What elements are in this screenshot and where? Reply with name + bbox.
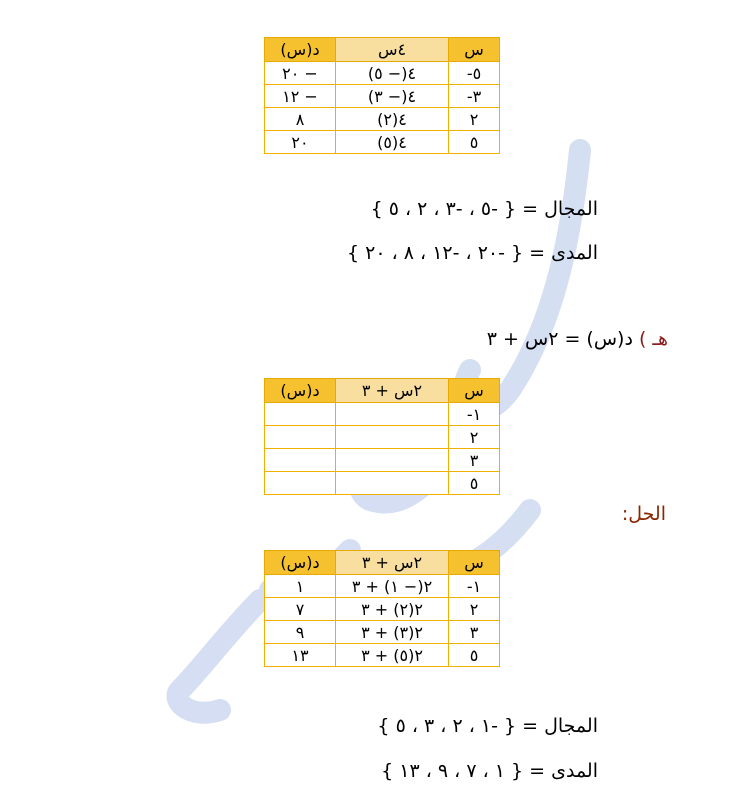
header-x: س (449, 551, 500, 575)
cell-x: ٢ (449, 598, 500, 621)
cell-rule: ٤(− ٥) (336, 62, 449, 85)
cell-fx: − ٢٠ (265, 62, 336, 85)
question-heading (487, 328, 668, 350)
range-statement-1: المدى = { -٢٠ ، -١٢ ، ٨ ، ٢٠ } (346, 242, 598, 264)
header-x: س (449, 379, 500, 403)
cell-x: ١- (449, 403, 500, 426)
cell-fx (265, 426, 336, 449)
cell-x: ٣- (449, 85, 500, 108)
table-row (265, 598, 500, 621)
cell-rule: ٢(٥) + ٣ (336, 644, 449, 667)
cell-x: ٥ (449, 472, 500, 495)
table-row (265, 449, 500, 472)
cell-x: ١- (449, 575, 500, 598)
table-row (265, 62, 500, 85)
cell-rule: ٢(٣) + ٣ (336, 621, 449, 644)
cell-rule (336, 403, 449, 426)
table-header-row (265, 379, 500, 403)
cell-fx: ١٣ (265, 644, 336, 667)
range-statement-2: المدى = { ١ ، ٧ ، ٩ ، ١٣ } (381, 760, 598, 782)
header-rule: ٢س + ٣ (336, 379, 449, 403)
solution-label: الحل: (621, 503, 666, 525)
domain-statement-2: المجال = { -١ ، ٢ ، ٣ ، ٥ } (377, 715, 598, 737)
header-fx: د(س) (265, 38, 336, 62)
table-row (265, 621, 500, 644)
table-row (265, 644, 500, 667)
question-expression: د(س) = ٢س + ٣ (486, 328, 633, 350)
cell-rule (336, 472, 449, 495)
table-header-row (265, 551, 500, 575)
table-function-empty (264, 378, 500, 495)
cell-fx: ٩ (265, 621, 336, 644)
domain-statement-1: المجال = { -٥ ، -٣ ، ٢ ، ٥ } (370, 198, 598, 220)
cell-x: ٥ (449, 131, 500, 154)
header-rule: ٤س (336, 38, 449, 62)
cell-fx (265, 403, 336, 426)
cell-fx (265, 449, 336, 472)
cell-x: ٥ (449, 644, 500, 667)
cell-x: ٥- (449, 62, 500, 85)
cell-rule: ٤(٥) (336, 131, 449, 154)
header-x: س (449, 38, 500, 62)
header-fx: د(س) (265, 379, 336, 403)
table-function-solved (264, 550, 500, 667)
table-row (265, 426, 500, 449)
cell-x: ٢ (449, 426, 500, 449)
cell-fx: ٢٠ (265, 131, 336, 154)
cell-fx (265, 472, 336, 495)
cell-rule: ٤(٢) (336, 108, 449, 131)
cell-rule (336, 449, 449, 472)
cell-x: ٣ (449, 449, 500, 472)
table-row (265, 575, 500, 598)
cell-rule (336, 426, 449, 449)
table-header-row (265, 38, 500, 62)
cell-x: ٢ (449, 108, 500, 131)
header-fx: د(س) (265, 551, 336, 575)
table-row (265, 403, 500, 426)
cell-fx: ٧ (265, 598, 336, 621)
cell-rule: ٢(٢) + ٣ (336, 598, 449, 621)
header-rule: ٢س + ٣ (336, 551, 449, 575)
cell-fx: − ١٢ (265, 85, 336, 108)
table-row (265, 131, 500, 154)
table-row (265, 85, 500, 108)
cell-fx: ٨ (265, 108, 336, 131)
table-function-4x (264, 37, 500, 154)
table-row (265, 108, 500, 131)
cell-fx: ١ (265, 575, 336, 598)
cell-rule: ٢(− ١) + ٣ (336, 575, 449, 598)
cell-x: ٣ (449, 621, 500, 644)
cell-rule: ٤(− ٣) (336, 85, 449, 108)
table-row (265, 472, 500, 495)
question-label: هـ ) (638, 328, 668, 350)
